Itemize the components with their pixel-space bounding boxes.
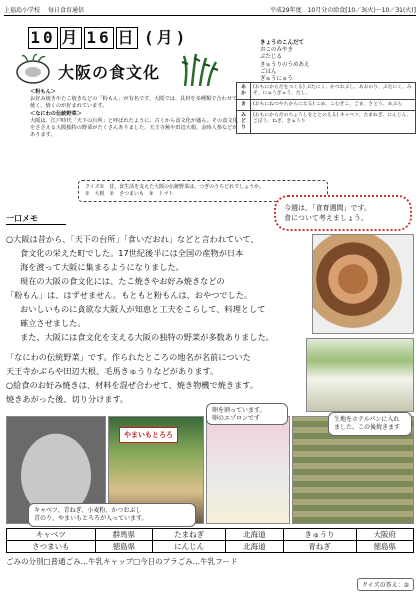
callout-line: ました。この後焼きます — [334, 424, 401, 431]
food-group-text: (おもにからだのちょうしをととのえる) キャベツ、たまねぎ、にんじん、ごぼう、ねぎ、きゅうり — [251, 111, 416, 134]
origin-cell: 北海道 — [226, 541, 283, 553]
origin-cell: きゅうり — [283, 529, 356, 541]
origin-cell: たまねぎ — [153, 529, 226, 541]
date-title — [28, 24, 188, 49]
pan-callout — [328, 412, 412, 436]
origin-cell: 徳島県 — [356, 541, 413, 553]
food-group-row — [237, 100, 416, 111]
month-number: 10 — [28, 27, 58, 49]
food-group-category: き — [237, 100, 251, 111]
day-number: 16 — [84, 27, 114, 49]
callout-line: 青のり、やまいもとろろが入っています。 — [34, 515, 148, 522]
intro-section — [30, 88, 240, 139]
header-bar — [4, 4, 416, 16]
food-group-table — [236, 82, 416, 134]
quiz-answer: クイズの答え：② — [357, 578, 414, 591]
memo-underline — [6, 224, 66, 225]
origin-cell: 大阪府 — [356, 529, 413, 541]
callout-line: 卵のエプロンです — [212, 415, 261, 422]
period-label: 平成29年度 10月分の給食[10／3(火)～10／31(火)] — [269, 7, 416, 14]
memo-body — [6, 232, 306, 344]
memo-line: ○給食のお好み焼きは、材料を混ぜ合わせて、焼き物機で焼きます。 — [6, 380, 258, 390]
egg-callout — [206, 403, 288, 425]
egg-cracking-photo — [206, 416, 290, 524]
quiz-choices: ① 大根 ② さつまいも ③ トマト — [85, 190, 174, 197]
origin-cell: 青ねぎ — [283, 541, 356, 553]
food-group-row — [237, 83, 416, 100]
memo-line: また、大阪には食文化を支える大阪の独特の野菜が多数ありました。 — [20, 332, 274, 342]
origin-cell: にんじん — [153, 541, 226, 553]
origin-cell: さつまいも — [7, 541, 96, 553]
memo-line: ○大阪は昔から、「天下の台所」「食いだおれ」などと言われていて、 — [6, 234, 259, 244]
food-group-category: あか — [237, 83, 251, 100]
memo-line: 「なにわの伝統野菜」です。作られたところの地名が名前についた — [6, 352, 251, 362]
vegetables-photo — [306, 338, 414, 412]
bubble-line: 食について考えましょう。 — [284, 214, 368, 222]
menu-item: ごはん — [260, 68, 277, 75]
radish-icon — [10, 52, 56, 86]
origin-cell: 群馬県 — [95, 529, 152, 541]
menu-item: きゅうりのうめあえ — [260, 61, 310, 68]
vegetables-heading: ＜なにわの伝統野菜＞ — [30, 111, 82, 117]
menu-heading: きょうのこんだて — [260, 40, 305, 46]
okonomiyaki-photo — [312, 234, 414, 334]
callout-line: 生地をホテルパンに入れ — [334, 416, 400, 423]
origin-cell: 北海道 — [226, 529, 283, 541]
memo-title: 一口メモ — [6, 214, 38, 223]
day-unit: 日 — [117, 28, 137, 47]
origin-row — [7, 541, 414, 553]
vegetable-leaves-icon — [180, 52, 220, 86]
banner-title: 大阪の食文化 — [58, 63, 161, 82]
quiz-question: クイズ① 昔、食生活を支えた大阪の伝統野菜は、つぎのうちどれでしょうか。 — [85, 184, 265, 190]
memo-line: 海を渡って大阪に集まるようになりました。 — [20, 262, 184, 272]
vegetables-text: 大阪は、江戸時代「天下の台所」と呼ばれたように、古くから食文化が盛ん。その食文化をささえる大阪独特の野菜がたくさんありました。天王寺蕪や田辺大根、金時人参などがあります。 — [30, 118, 238, 138]
topic-banner — [10, 52, 220, 86]
menu-item: ぎゅうにゅう — [260, 76, 293, 83]
menu-item: おこのみやき — [260, 47, 294, 54]
todays-menu — [260, 40, 310, 83]
memo-line: 食文化の栄えた町でした。17世紀後半には全国の産物が日本 — [20, 248, 244, 258]
garbage-sorting-footer: ごみの分別□普通ごみ…牛乳キャップ□今日のプラごみ…牛乳フード — [6, 557, 238, 566]
food-group-row — [237, 111, 416, 134]
origin-cell: キャベツ — [7, 529, 96, 541]
memo-line: 確立させました。 — [20, 318, 86, 328]
bubble-line: 今週は、「食育週間」です。 — [284, 204, 371, 212]
newsletter-title: 毎日食育通信 — [48, 7, 85, 14]
weekday-label: (月) — [144, 28, 189, 47]
callout-line: 卵を割っています。 — [212, 407, 266, 414]
food-group-category: みどり — [237, 111, 251, 134]
memo-line: おいしいものに貪欲な大阪人が知恵と工夫をこらして、料理として — [20, 304, 266, 314]
yam-bag-label: やまいもとろろ — [119, 427, 178, 443]
school-name: 上福島小学校 — [4, 7, 41, 14]
food-group-text: (おもにからだをつくる) ぶたにく、かつおぶし、あおのり、ぶたにく、みそ、にゅうぎゅう、だし、 — [251, 83, 416, 100]
announcement-bubble — [274, 195, 412, 231]
konamon-heading: ＜粉もん＞ — [30, 89, 56, 95]
memo-line: 現在の大阪の食文化には、たこ焼きやお好み焼きなどの — [20, 276, 225, 286]
konamon-text: お好み焼きやたこ焼きなどの「粉もん」が有名です。大阪では、具材を多種類で合わせて焼く、焼くのが好まれています。 — [30, 96, 238, 109]
callout-line: キャベツ、青ねぎ、小麦粉、かつおぶし — [34, 507, 142, 514]
month-unit: 月 — [61, 28, 81, 47]
food-group-text: (おもにねつやちからになる) こめ、こむぎこ、ごま、さとう、あぶら — [251, 100, 416, 111]
produce-origin-table — [6, 528, 414, 553]
ingredients-callout — [28, 503, 196, 527]
menu-item: ぶたじる — [260, 54, 283, 61]
origin-cell: 徳島県 — [95, 541, 152, 553]
memo-line: 焼きあがった後、切り分けます。 — [6, 394, 129, 404]
memo-line: 「粉もん」は、はずせません。もともと粉もんは、おやつでした。 — [6, 290, 253, 300]
origin-row — [7, 529, 414, 541]
memo-line: 天王寺かぶらや田辺大根、毛馬きゅうりなどがあります。 — [6, 366, 219, 376]
